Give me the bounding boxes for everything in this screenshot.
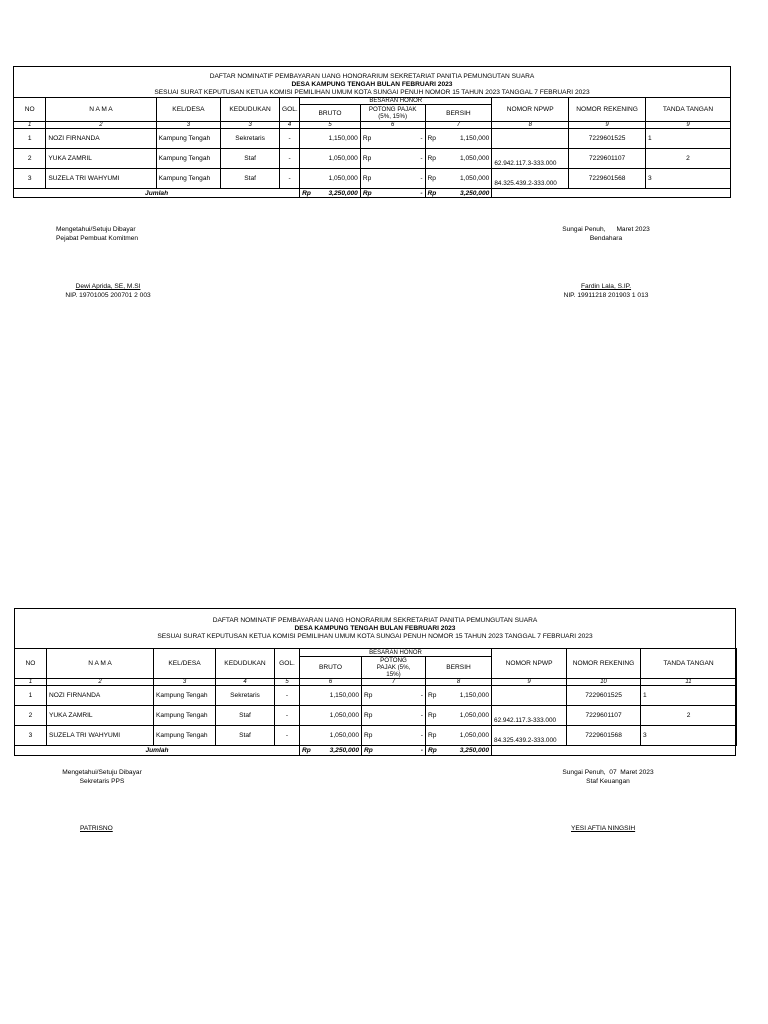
currency-label: Rp	[427, 135, 436, 142]
row-bruto: 1,150,000	[300, 129, 361, 149]
total-pajak-value: -	[420, 747, 423, 754]
row-no: 2	[14, 149, 46, 169]
ttd-number: 3	[643, 732, 647, 739]
row-kel-desa: Kampung Tengah	[156, 129, 221, 149]
row-tanda-tangan	[646, 149, 731, 169]
row-npwp	[492, 686, 567, 706]
header-no: NO	[15, 649, 47, 679]
signer-nip: NIP. 19911218 201903 1 013	[563, 292, 649, 299]
place-date: Sungai Penuh, Maret 2023	[562, 226, 650, 233]
total-bersih-value: 3,250,000	[459, 747, 490, 754]
bersih-value: 1,150,000	[459, 692, 490, 699]
header-kel-desa: KEL/DESA	[154, 649, 216, 679]
header-tanda-tangan: TANDA TANGAN	[646, 98, 731, 122]
total-label: Jumlah	[14, 189, 300, 198]
title-line-1: DAFTAR NOMINATIF PEMBAYARAN UANG HONORARIUM SEKRETARIAT PANITIA PEMUNGUTAN SUARA	[212, 617, 538, 624]
header-bersih: BERSIH	[425, 105, 492, 122]
right-signature-block	[558, 768, 658, 786]
currency-label: Rp	[364, 732, 373, 739]
row-no: 3	[15, 726, 47, 746]
currency-label: Rp	[364, 747, 373, 754]
pajak-value: -	[420, 175, 423, 182]
currency-label: Rp	[362, 175, 372, 182]
row-rekening: 7229601107	[567, 706, 641, 726]
row-nama: NOZI FIRNANDA	[47, 686, 154, 706]
row-gol: -	[275, 686, 300, 706]
pajak-value: -	[420, 692, 423, 699]
right-signer-name-block	[571, 824, 635, 833]
row-potong-pajak	[362, 726, 426, 746]
left-signature-block	[56, 225, 138, 243]
row-tanda-tangan	[646, 169, 731, 189]
signer-role: Pejabat Pembuat Komitmen	[56, 235, 139, 242]
currency-label: Rp	[302, 189, 311, 197]
row-no: 2	[15, 706, 47, 726]
header-potong-pajak: POTONG PAJAK (5%, 15%)	[362, 657, 426, 679]
column-number-row	[14, 122, 731, 129]
row-potong-pajak	[360, 129, 425, 149]
signer-role: Sekretaris PPS	[79, 778, 125, 785]
row-potong-pajak	[360, 149, 425, 169]
col-number: 3	[154, 679, 216, 686]
row-bersih	[426, 686, 492, 706]
header-nama: N A M A	[47, 649, 154, 679]
signer-name: Dewi Aprida, SE, M.SI	[75, 283, 141, 290]
row-no: 1	[14, 129, 46, 149]
row-bruto: 1,050,000	[300, 169, 361, 189]
col-number: 7	[425, 122, 492, 129]
row-gol: -	[279, 129, 299, 149]
row-no: 1	[15, 686, 47, 706]
row-gol: -	[279, 169, 299, 189]
header-gol: GOL.	[275, 649, 300, 679]
pajak-value: -	[420, 712, 423, 719]
row-npwp	[492, 149, 569, 169]
table-row	[14, 169, 731, 189]
col-number: 4	[216, 679, 275, 686]
row-kel-desa: Kampung Tengah	[154, 686, 216, 706]
row-gol: -	[275, 726, 300, 746]
total-bersih	[425, 189, 492, 198]
table-row	[14, 129, 731, 149]
row-bruto: 1,050,000	[300, 149, 361, 169]
col-number: 8	[492, 122, 569, 129]
header-npwp: NOMOR NPWP	[492, 98, 569, 122]
row-tanda-tangan	[646, 129, 731, 149]
header-besaran-honor: BESARAN HONOR	[300, 649, 492, 657]
left-signer-name-block	[53, 282, 163, 300]
header-rekening: NOMOR REKENING	[569, 98, 646, 122]
total-bruto-value: 3,250,000	[329, 747, 359, 754]
header-npwp: NOMOR NPWP	[492, 649, 567, 679]
currency-label: Rp	[362, 155, 372, 162]
row-gol: -	[275, 706, 300, 726]
column-number-row	[15, 679, 737, 686]
row-potong-pajak	[362, 686, 426, 706]
header-bersih: BERSIH	[426, 657, 492, 679]
header-no: NO	[14, 98, 46, 122]
pajak-value: -	[420, 155, 423, 162]
currency-label: Rp	[428, 712, 437, 719]
header-potong-pajak: POTONG PAJAK (5%, 15%)	[360, 105, 425, 122]
header-kel-desa: KEL/DESA	[156, 98, 221, 122]
currency-label: Rp	[428, 747, 437, 754]
bersih-value: 1,050,000	[459, 712, 490, 719]
col-number: 3	[221, 122, 280, 129]
total-row	[15, 746, 737, 756]
currency-label: Rp	[427, 189, 437, 197]
ttd-number: 3	[648, 175, 652, 182]
ttd-number: 1	[643, 692, 647, 699]
total-bersih	[426, 746, 492, 756]
col-number: 7	[362, 679, 426, 686]
row-kedudukan: Staf	[221, 169, 280, 189]
row-nama: YUKA ZAMRIL	[46, 149, 156, 169]
total-bruto	[300, 746, 362, 756]
signer-name: Fardin Lala, S.IP.	[580, 283, 632, 290]
currency-label: Rp	[364, 692, 373, 699]
row-bersih	[425, 129, 492, 149]
right-signer-name-block	[556, 282, 656, 300]
col-number: 9	[492, 679, 567, 686]
col-number: 1	[14, 122, 46, 129]
row-kel-desa: Kampung Tengah	[154, 726, 216, 746]
header-bruto: BRUTO	[300, 105, 361, 122]
npwp-value: 84.325.439.2-333.000	[494, 179, 557, 187]
npwp-value: 84.325.439.2-333.000	[494, 736, 557, 744]
header-kedudukan: KEDUDUKAN	[216, 649, 275, 679]
row-kel-desa: Kampung Tengah	[154, 706, 216, 726]
col-number: 5	[300, 122, 361, 129]
document-header	[14, 67, 730, 98]
signer-role: Bendahara	[589, 235, 623, 242]
row-nama: YUKA ZAMRIL	[47, 706, 154, 726]
signer-nip: NIP. 19701005 200701 2 003	[65, 292, 151, 299]
row-rekening: 7229601525	[569, 129, 646, 149]
total-pajak	[362, 746, 426, 756]
row-tanda-tangan	[641, 686, 737, 706]
col-number: 9	[646, 122, 731, 129]
row-kel-desa: Kampung Tengah	[156, 149, 221, 169]
document-frame	[13, 66, 731, 198]
document-frame	[14, 608, 736, 756]
approval-label: Mengetahui/Setuju Dibayar	[56, 226, 136, 233]
bersih-value: 1,050,000	[459, 155, 490, 162]
header-gol: GOL.	[279, 98, 299, 122]
currency-label: Rp	[364, 712, 373, 719]
row-npwp	[492, 706, 567, 726]
total-pajak-value: -	[420, 189, 423, 197]
row-rekening: 7229601107	[569, 149, 646, 169]
col-number: 2	[47, 679, 154, 686]
title-line-2: DESA KAMPUNG TENGAH BULAN FEBRUARI 2023	[291, 81, 453, 88]
payment-table	[14, 648, 737, 756]
bersih-value: 1,050,000	[459, 732, 490, 739]
title-line-2: DESA KAMPUNG TENGAH BULAN FEBRUARI 2023	[294, 625, 456, 632]
row-npwp	[492, 169, 569, 189]
currency-label: Rp	[427, 175, 436, 182]
ttd-number: 1	[648, 135, 652, 142]
total-bersih-value: 3,250,000	[459, 189, 490, 197]
row-bersih	[425, 149, 492, 169]
row-bersih	[426, 726, 492, 746]
header-tanda-tangan: TANDA TANGAN	[641, 649, 737, 679]
table-row	[14, 149, 731, 169]
row-kedudukan: Staf	[221, 149, 280, 169]
col-number: 6	[360, 122, 425, 129]
row-bruto: 1,050,000	[300, 706, 362, 726]
table-row	[15, 726, 737, 746]
npwp-value: 62.942.117.3-333.000	[494, 716, 557, 724]
col-number: 3	[156, 122, 221, 129]
currency-label: Rp	[362, 189, 372, 197]
document-2	[14, 608, 736, 756]
currency-label: Rp	[302, 747, 311, 754]
row-kel-desa: Kampung Tengah	[156, 169, 221, 189]
title-line-3: SESUAI SURAT KEPUTUSAN KETUA KOMISI PEMILIHAN UMUM KOTA SUNGAI PENUH NOMOR 15 TAHUN 2023 TANGGAL 7 FEBRUARI 2023	[154, 89, 590, 96]
ttd-number: 2	[686, 155, 690, 162]
row-rekening: 7229601568	[569, 169, 646, 189]
row-potong-pajak	[360, 169, 425, 189]
payment-table	[13, 97, 731, 198]
place-date: Sungai Penuh, 07 Maret 2023	[562, 769, 654, 776]
row-nama: NOZI FIRNANDA	[46, 129, 156, 149]
row-bersih	[425, 169, 492, 189]
col-number: 10	[567, 679, 641, 686]
left-signature-block	[54, 768, 150, 786]
row-rekening: 7229601568	[567, 726, 641, 746]
header-kedudukan: KEDUDUKAN	[221, 98, 280, 122]
npwp-value	[494, 134, 566, 143]
approval-label: Mengetahui/Setuju Dibayar	[62, 769, 142, 776]
total-bruto-value: 3,250,000	[328, 189, 358, 197]
row-kedudukan: Staf	[216, 726, 275, 746]
row-nama: SUZELA TRI WAHYUMI	[47, 726, 154, 746]
total-row	[14, 189, 731, 198]
npwp-value	[494, 691, 564, 700]
bersih-value: 1,050,000	[459, 175, 490, 182]
currency-label: Rp	[362, 135, 372, 142]
row-bruto: 1,150,000	[300, 686, 362, 706]
document-1	[13, 66, 731, 198]
row-rekening: 7229601525	[567, 686, 641, 706]
document-header	[15, 609, 735, 649]
row-potong-pajak	[362, 706, 426, 726]
pajak-value: -	[420, 135, 423, 142]
title-line-3: SESUAI SURAT KEPUTUSAN KETUA KOMISI PEMILIHAN UMUM KOTA SUNGAI PENUH NOMOR 15 TAHUN 2023 TANGGAL 7 FEBRUARI 2023	[157, 633, 593, 640]
col-number: 8	[426, 679, 492, 686]
total-bruto	[300, 189, 361, 198]
title-line-1: DAFTAR NOMINATIF PEMBAYARAN UANG HONORARIUM SEKRETARIAT PANITIA PEMUNGUTAN SUARA	[209, 73, 535, 80]
total-label: Jumlah	[15, 746, 300, 756]
header-nama: N A M A	[46, 98, 156, 122]
ttd-number: 2	[686, 712, 691, 719]
table-row	[15, 686, 737, 706]
col-number: 5	[275, 679, 300, 686]
signer-name: PATRISNO	[80, 825, 113, 832]
signer-role: Staf Keuangan	[586, 778, 630, 785]
pajak-value: -	[420, 732, 423, 739]
currency-label: Rp	[428, 692, 437, 699]
col-number: 1	[15, 679, 47, 686]
row-kedudukan: Sekretaris	[216, 686, 275, 706]
col-number: 11	[641, 679, 737, 686]
row-kedudukan: Staf	[216, 706, 275, 726]
row-gol: -	[279, 149, 299, 169]
left-signer-name-block	[80, 824, 113, 833]
total-pajak	[360, 189, 425, 198]
row-bruto: 1,050,000	[300, 726, 362, 746]
row-bersih	[426, 706, 492, 726]
row-npwp	[492, 129, 569, 149]
currency-label: Rp	[427, 155, 436, 162]
row-nama: SUZELA TRI WAHYUMI	[46, 169, 156, 189]
row-npwp	[492, 726, 567, 746]
npwp-value: 62.942.117.3-333.000	[494, 159, 557, 167]
header-bruto: BRUTO	[300, 657, 362, 679]
signer-name: YESI AFTIA NINGSIH	[571, 825, 636, 832]
header-besaran-honor: BESARAN HONOR	[300, 98, 492, 105]
header-rekening: NOMOR REKENING	[567, 649, 641, 679]
col-number: 2	[46, 122, 156, 129]
col-number: 6	[300, 679, 362, 686]
table-row	[15, 706, 737, 726]
row-no: 3	[14, 169, 46, 189]
row-kedudukan: Sekretaris	[221, 129, 280, 149]
bersih-value: 1,150,000	[459, 135, 490, 142]
currency-label: Rp	[428, 732, 437, 739]
right-signature-block	[558, 225, 654, 243]
col-number: 9	[569, 122, 646, 129]
row-tanda-tangan	[641, 726, 737, 746]
col-number: 4	[279, 122, 299, 129]
row-tanda-tangan	[641, 706, 737, 726]
